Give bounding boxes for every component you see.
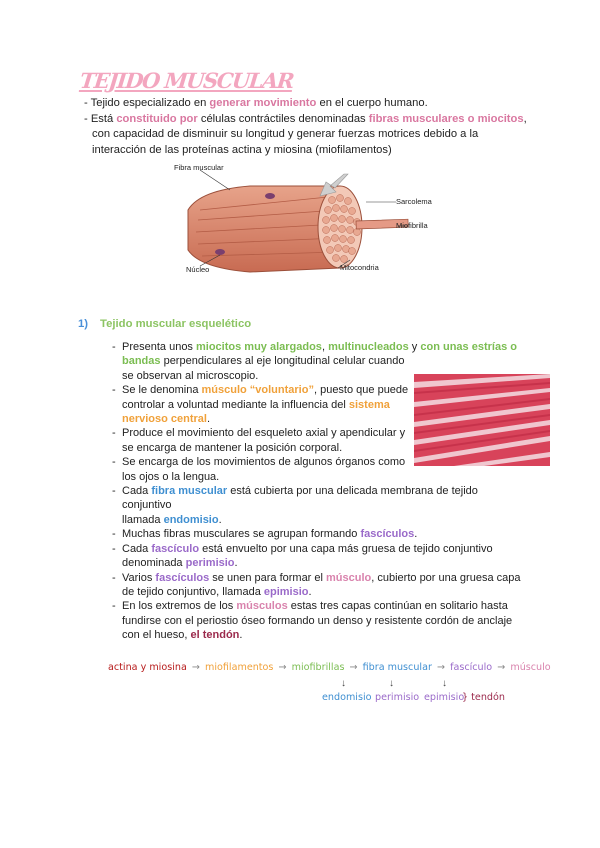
label-perimisio: perimisio [375,692,420,703]
label-nucleo: Núcleo [186,265,210,274]
intro-text: - Tejido especializado en generar movimiento en el cuerpo humano. - Está constituido por células contráctiles denominadas fibras musculares o miocitos, con capacidad de disminuir su longitud y generar fuerzas motrices debido a la interacción de las proteínas actina y miosina (miofilamentos) [84,97,527,156]
section-heading: 1) Tejido muscular esquelético [78,318,252,330]
label-endomisio: endomisio [322,692,372,703]
highlight-generar: generar movimiento [209,97,317,109]
down-arrow: ↓ [389,678,394,689]
label-epimisio: epimisio [424,692,465,703]
muscle-fiber-diagram [160,160,460,290]
hierarchy-flow: actina y miosina → miofilamentos → miofibrillas → fibra muscular → fascículo → músculo [108,662,551,673]
label-fibra: Fibra muscular [174,163,224,172]
list-item: - Cada fascículo está envuelto por una capa más gruesa de tejido conjuntivo denominada perimisio. [112,542,522,571]
list-item: - En los extremos de los músculos estas tres capas continúan en solitario hasta fundirse con el periostio óseo formando un denso y resistente cordón de anclaje con el hueso, el tendón. [112,599,522,642]
label-mitocondria: Mitocondria [340,263,379,272]
label-tendon: } tendón [462,692,505,703]
down-arrow: ↓ [442,678,447,689]
list-item: - Se le denomina músculo “voluntario”, puesto que puede controlar a voluntad mediante la influencia del sistema nervioso central. [112,383,522,426]
list-item: - Muchas fibras musculares se agrupan formando fascículos. [112,527,522,541]
down-arrow: ↓ [341,678,346,689]
label-miofibrilla: Miofibrilla [396,221,428,230]
skeletal-muscle-micrograph [414,374,550,466]
page-title: TEJIDO MUSCULAR [78,68,295,93]
highlight-fibras: fibras musculares o miocitos [368,112,524,125]
label-sarcolema: Sarcolema [396,197,432,206]
list-item: - Presenta unos miocitos muy alargados, multinucleados y con unas estrías o bandas perpendiculares al eje longitudinal celular cuando se observan al microscopio. [112,340,522,383]
highlight-constituido: constituido por [116,112,198,125]
list-item: - Se encarga de los movimientos de algunos órganos como los ojos o la lengua. [112,455,522,484]
list-item: - Cada fibra muscular está cubierta por una delicada membrana de tejido conjuntivo llamada endomisio. [112,484,522,527]
list-item: - Varios fascículos se unen para formar el músculo, cubierto por una gruesa capa de tejido conjuntivo, llamada epimisio. [112,571,522,600]
list-item: - Produce el movimiento del esqueleto axial y apendicular y se encarga de mantener la posición corporal. [112,426,522,455]
